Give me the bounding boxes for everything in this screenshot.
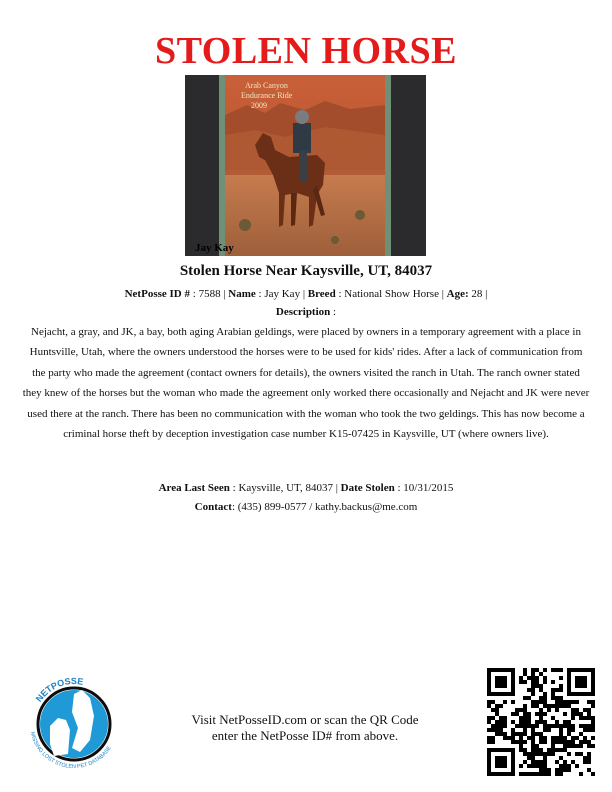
logo-bottom-text: MISSING LOST STOLEN PET DATABASE (28, 731, 113, 771)
contact-label: Contact (194, 501, 232, 513)
age-value: 28 (471, 288, 483, 300)
qr-code[interactable] (487, 668, 595, 776)
horse-photo (185, 75, 426, 256)
headline: Stolen Horse Near Kaysville, UT, 84037 (179, 263, 433, 279)
area-value: Kaysville, UT, 84037 (238, 482, 333, 494)
contact-line: Contact: (435) 899-0577 / kathy.backus@me.com (194, 501, 418, 513)
footer-instructions (150, 712, 460, 744)
area-line: Area Last Seen : Kaysville, UT, 84037 | Date Stolen : 10/31/2015 (158, 482, 454, 494)
footer-line2: enter the NetPosse ID# from above. (211, 728, 399, 743)
pet-info-line: NetPosse ID # : 7588 | Name : Jay Kay | Breed : National Show Horse | Age: 28 | (124, 288, 488, 300)
id-label: NetPosse ID # (124, 288, 190, 300)
breed-label: Breed (307, 288, 336, 300)
date-label: Date Stolen (340, 482, 395, 494)
name-value: Jay Kay (264, 288, 301, 300)
photo-banner-line2: Endurance Ride (241, 91, 293, 100)
breed-value: National Show Horse (344, 288, 439, 300)
description-label: Description (275, 306, 331, 318)
photo-banner-line1: Arab Canyon (245, 81, 288, 90)
description-heading: Description : (275, 306, 337, 318)
logo-top-text: NETPOSSE (33, 675, 85, 704)
poster-title: STOLEN HORSE (154, 30, 458, 72)
photo-caption: Jay Kay (195, 242, 234, 254)
photo-banner-line3: 2009 (251, 101, 267, 110)
contact-value: (435) 899-0577 / kathy.backus@me.com (237, 501, 418, 513)
description-text: Nejacht, a gray, and JK, a bay, both aging Arabian geldings, were placed by owners in a temporary agreement with a place in Huntsville, Utah, where the owners understood the horses were to be used for kids' rides. After a lack of communication from the party who made the agreement (contact owners for details), the owners visited the ranch in Utah. The ranch owner stated they knew of the horses but the woman who made the agreement only worked there occasionally and Nejacht and JK were never used there at the ranch. There has been no communication with the woman who took the two geldings. This has now become a criminal horse theft by deception investigation case number K15-07425 in Kaysville, UT (where owners live). (22, 326, 590, 441)
name-label: Name (228, 288, 256, 300)
age-label: Age: (446, 288, 469, 300)
id-value: 7588 (198, 288, 221, 300)
footer-line1: Visit NetPosseID.com or scan the QR Code (191, 712, 419, 727)
date-value: 10/31/2015 (403, 482, 454, 494)
netposse-logo (20, 668, 128, 778)
area-label: Area Last Seen (158, 482, 230, 494)
